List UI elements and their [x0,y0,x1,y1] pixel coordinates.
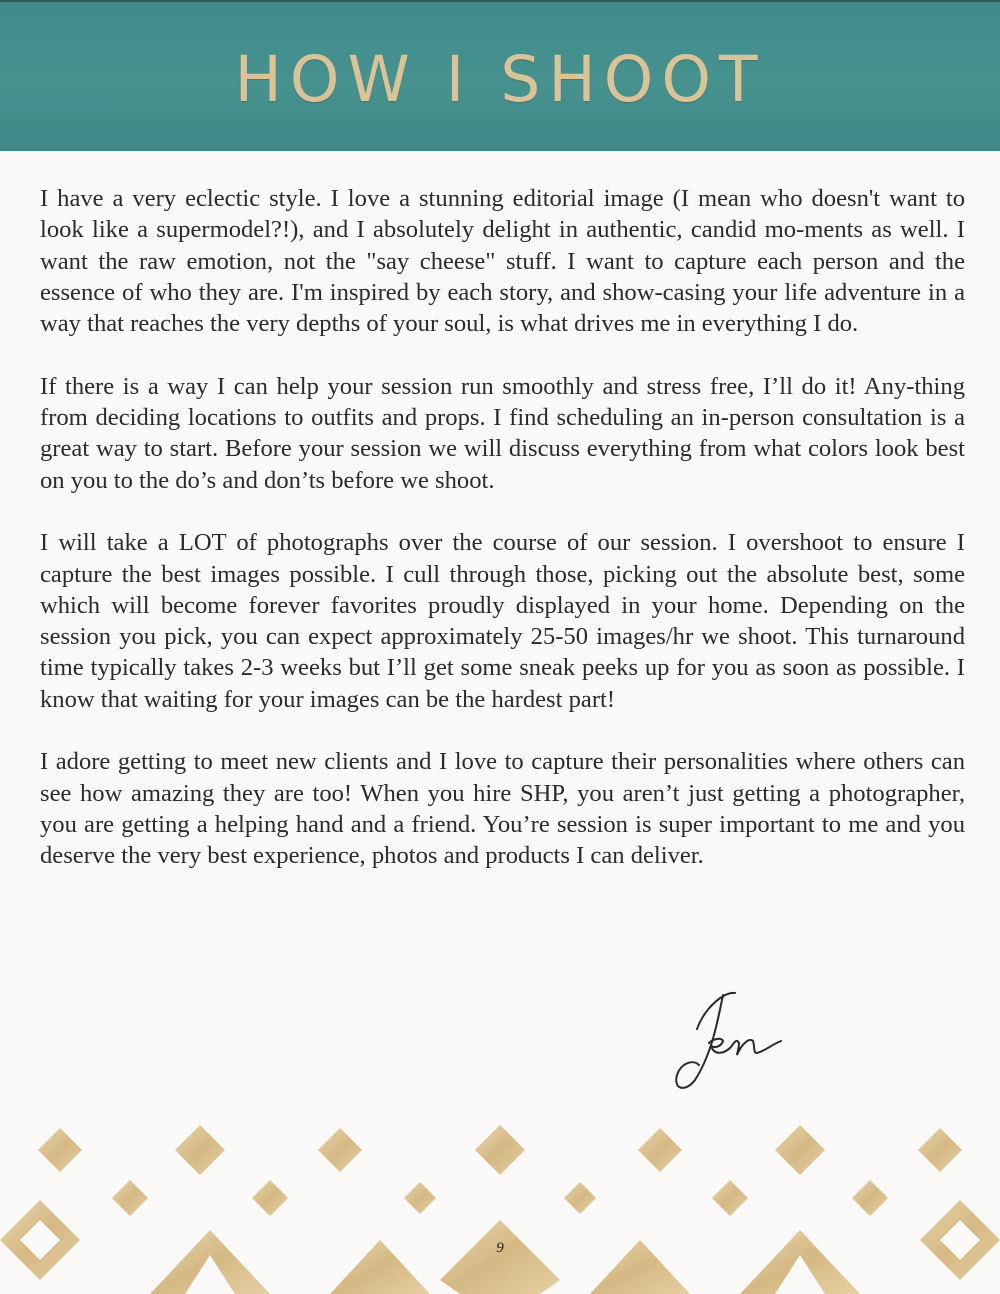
gold-ikat-pattern [0,1120,1000,1294]
body-text [40,183,965,903]
signature-jen [665,985,805,1100]
paragraph-help: If there is a way I can help your session run smoothly and stress free, I’ll do it! Any-thing from deciding locations to outfits and props. I find scheduling an in-person consultation is a great way to start. Before your session we will discuss everything from what colors look best on you to the do’s and don’ts before we shoot. [40,372,965,494]
paragraph-photographs: I will take a LOT of photographs over the course of our session. I overshoot to ensure I capture the best images possible. I cull through those, picking out the absolute best, some which will become forever favorites proudly displayed in your home. Depending on the session you pick, you can expect approximately 25-50 images/hr we shoot. This turnaround time typically takes 2-3 weeks but I’ll get some sneak peeks up for you as soon as possible. I know that waiting for your images can be the hardest part! [40,529,965,713]
page-number: 9 [496,1240,504,1256]
page-title: HOW I SHOOT [234,43,766,116]
page-header [0,0,1000,151]
paragraph-style: I have a very eclectic style. I love a stunning editorial image (I mean who doesn't want to look like a supermodel?!), and I absolutely delight in authentic, candid mo-ments as well. I want the raw emotion, not the "say cheese" stuff. I want to capture each person and the essence of who they are. I'm inspired by each story, and show-casing your life adventure in a way that reaches the very depths of your soul, is what drives me in everything I do. [40,185,965,338]
paragraph-clients: I adore getting to meet new clients and I love to capture their personalities where others can see how amazing they are too! When you hire SHP, you aren’t just getting a photographer, you are getting a helping hand and a friend. You’re session is super important to me and you deserve the very best experience, photos and products I can deliver. [40,748,965,870]
